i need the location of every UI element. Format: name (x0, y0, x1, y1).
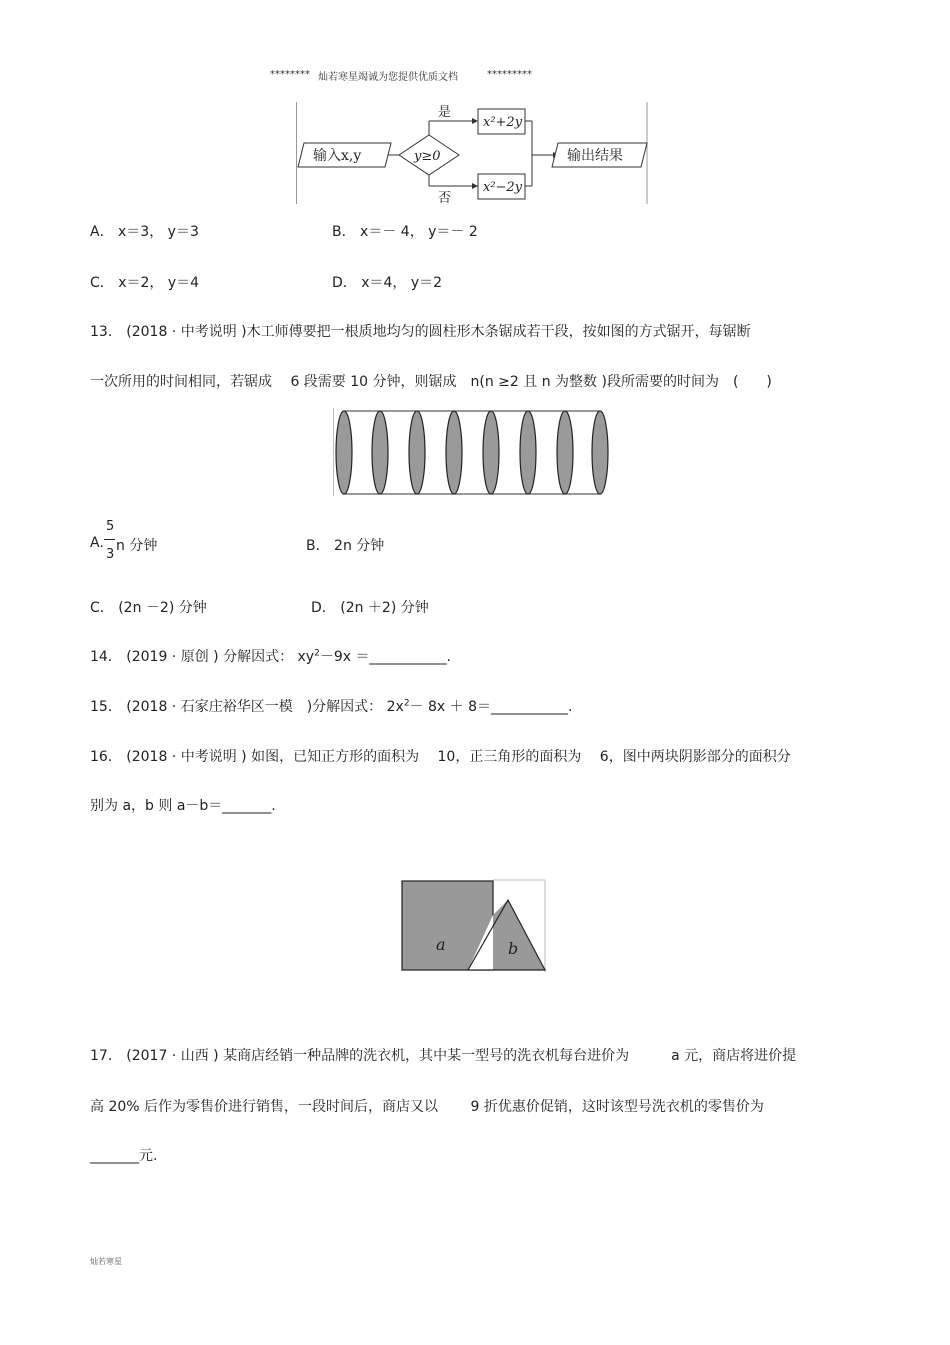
q13-option-d: D． (2n ＋2) 分钟 (311, 600, 429, 616)
q17-stem-line1: 17． (2017 · 山西 ) 某商店经销一种品牌的洗衣机，其中某一型号的洗衣机每台进价为 a 元，商店将进价提 (90, 1048, 797, 1064)
cut-ellipse-2 (372, 411, 388, 494)
q13-stem-line1: 13． (2018 · 中考说明 )木工师傅要把一根质地均匀的圆柱形木条锯成若干段，按如图的方式锯开，每锯断 (90, 324, 751, 340)
wood-cylinder-figure (333, 406, 613, 498)
no-expr: x²−2y (483, 180, 523, 195)
q12-option-a: A． x＝3， y＝3 (90, 224, 199, 240)
q14-text: 14． (2019 · 原创 ) 分解因式： xy (90, 649, 315, 665)
q15-question (90, 696, 572, 716)
q13-option-a-suffix: n 分钟 (116, 538, 158, 554)
input-label: 输入x,y (313, 148, 362, 164)
footer-text: 灿若寒星 (90, 1257, 122, 1266)
q13-option-a-prefix: A. (90, 535, 104, 551)
q15-text: 15． (2018 · 石家庄裕华区一模 )分解因式： 2x (90, 699, 404, 715)
q13-option-a-numerator: 5 (106, 519, 115, 534)
q13-option-c: C． (2n －2) 分钟 (90, 600, 207, 616)
flowchart-figure (296, 100, 651, 206)
header-title: 灿若寒星竭诚为您提供优质文档 (318, 72, 458, 83)
q14-question (90, 646, 451, 666)
cylinder-cut-ellipses (336, 411, 608, 494)
header-left-stars: ******** (270, 69, 310, 80)
label-a: a (436, 935, 446, 954)
q12-option-d: D． x＝4， y＝2 (332, 275, 443, 291)
q15-rest: － 8x ＋ 8＝___________. (409, 699, 573, 715)
cut-ellipse-4 (446, 411, 462, 494)
condition-label: y≥0 (414, 149, 441, 164)
square-triangle-figure (398, 878, 548, 974)
yes-expr: x²+2y (483, 115, 523, 130)
cut-ellipse-7 (557, 411, 573, 494)
yes-label: 是 (438, 105, 452, 120)
output-label: 输出结果 (567, 148, 623, 164)
q14-rest: －9x ＝___________. (319, 649, 451, 665)
header-right-stars: ********* (487, 69, 532, 80)
q13-stem-line2: 一次所用的时间相同，若锯成 6 段需要 10 分钟，则锯成 n(n ≥2 且 n 为整数 )段所需要的时间为 ( ) (90, 374, 772, 390)
cut-ellipse-3 (409, 411, 425, 494)
cut-ellipse-6 (520, 411, 536, 494)
q13-option-b: B． 2n 分钟 (306, 538, 385, 554)
cut-ellipse-8 (592, 411, 608, 494)
q13-option-a-denominator: 3 (106, 547, 115, 562)
triangle-shaded-part (493, 900, 545, 970)
label-b: b (508, 939, 519, 958)
q16-stem-line1: 16． (2018 · 中考说明 ) 如图，已知正方形的面积为 10，正三角形的面积为 6，图中两块阴影部分的面积分 (90, 749, 791, 765)
q14-exponent: 2 (314, 648, 320, 659)
q17-stem-line2: 高 20% 后作为零售价进行销售，一段时间后，商店又以 9 折优惠价促销，这时该型号洗衣机的零售价为 (90, 1099, 764, 1115)
q12-option-c: C． x＝2， y＝4 (90, 275, 200, 291)
cut-ellipse-1 (336, 411, 352, 494)
q15-exponent: 2 (403, 698, 410, 709)
q17-stem-line3: _______元. (90, 1148, 158, 1164)
q12-option-b: B． x＝－ 4， y＝－ 2 (332, 224, 478, 240)
no-label: 否 (438, 191, 452, 206)
q16-stem-line2: 别为 a，b 则 a－b＝_______. (90, 798, 276, 814)
cut-ellipse-5 (483, 411, 499, 494)
q13-option-a-fraction-bar (104, 539, 115, 540)
